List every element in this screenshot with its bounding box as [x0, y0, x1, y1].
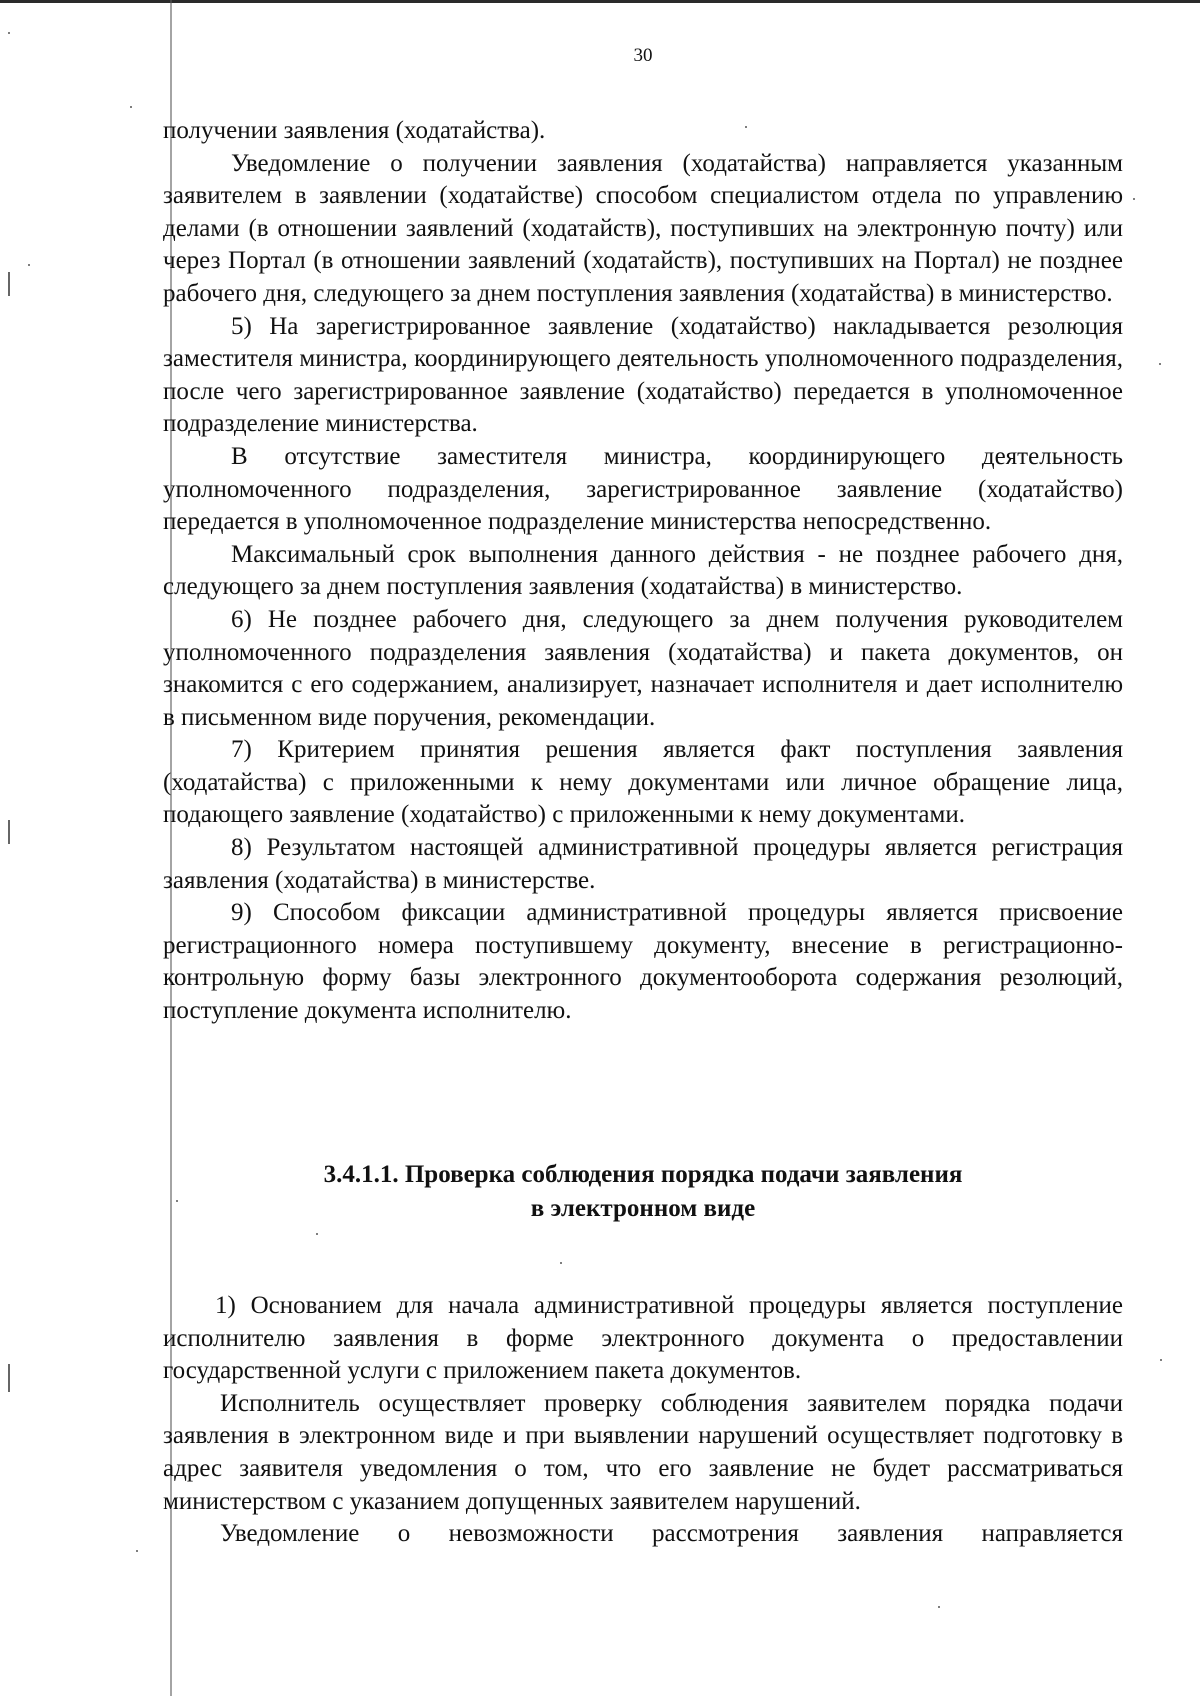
margin-mark — [8, 820, 10, 844]
scan-speck — [1160, 1359, 1162, 1361]
paragraph: 8) Результатом настоящей административной процедуры является регистрация заявления (ходатайства) в министерстве. — [163, 834, 1123, 894]
body-text-bottom — [163, 1290, 1123, 1551]
margin-mark — [8, 272, 10, 296]
section-heading-line: в электронном виде — [530, 1195, 756, 1222]
scan-speck — [130, 106, 132, 108]
paragraph: Уведомление о невозможности рассмотрения заявления направляется — [220, 1520, 1123, 1548]
page-number: 30 — [633, 45, 653, 66]
paragraph: Максимальный срок выполнения данного действия - не позднее рабочего дня, следующего за днем поступления заявления (ходатайства) в министерство. — [163, 540, 1123, 601]
scan-speck — [938, 1606, 940, 1608]
paragraph: В отсутствие заместителя министра, координирующего деятельность уполномоченного подразделения, зарегистрированное заявление (ходатайство) передается в уполномоченное подразделение министерства непосредственно. — [163, 442, 1123, 536]
paragraph: 1) Основанием для начала административной процедуры является поступление исполнителю заявления в форме электронного документа о предоставлении государственной услуги с приложением пакета документов. — [163, 1292, 1123, 1385]
body-text-top — [163, 115, 1123, 1028]
paragraph: 5) На зарегистрированное заявление (ходатайство) накладывается резолюция заместителя министра, координирующего деятельность уполномоченного подразделения, после чего зарегистрированное заявление (ходатайство) передается в уполномоченное подразделение министерства. — [163, 312, 1123, 438]
scan-speck — [560, 1262, 562, 1264]
paragraph: 9) Способом фиксации административной процедуры является присвоение регистрационного номера поступившему документу, внесение в регистрационно-контрольную форму базы электронного документооборота содержания резолюций, поступление документа исполнителю. — [163, 899, 1123, 1025]
scan-speck — [1133, 198, 1135, 200]
paragraph: Уведомление о получении заявления (ходатайства) направляется указанным заявителем в заявлении (ходатайстве) способом специалистом отдела по управлению делами (в отношении заявлений (ходатайств), поступивших на электронную почту) или через Портал (в отношении заявлений (ходатайств), поступивших на Портал) не позднее рабочего дня, следующего за днем поступления заявления (ходатайства) в министерство. — [163, 149, 1123, 307]
paragraph: 7) Критерием принятия решения является факт поступления заявления (ходатайства) с приложенными к нему документами или личное обращение лица, подающего заявление (ходатайство) с приложенными к нему документами. — [163, 736, 1123, 829]
scan-speck — [136, 1550, 138, 1552]
paragraph: 6) Не позднее рабочего дня, следующего за днем получения руководителем уполномоченного подразделения заявления (ходатайства) и пакета документов, он знакомится с его содержанием, анализирует, назначает исполнителя и дает исполнителю в письменном виде поручения, рекомендации. — [163, 605, 1123, 731]
section-heading — [163, 1158, 1123, 1226]
scan-top-edge — [0, 0, 1200, 3]
section-heading-line: 3.4.1.1. Проверка соблюдения порядка подачи заявления — [323, 1161, 963, 1188]
scan-speck — [8, 32, 10, 34]
scan-speck — [1159, 363, 1161, 365]
scan-speck — [28, 264, 30, 266]
margin-mark — [8, 1364, 10, 1392]
paragraph: получении заявления (ходатайства). — [163, 117, 546, 144]
paragraph: Исполнитель осуществляет проверку соблюдения заявителем порядка подачи заявления в электронном виде и при выявлении нарушений осуществляет подготовку в адрес заявителя уведомления о том, что его заявление не будет рассматриваться министерством с указанием допущенных заявителем нарушений. — [163, 1389, 1123, 1515]
scan-speck — [316, 1233, 318, 1235]
